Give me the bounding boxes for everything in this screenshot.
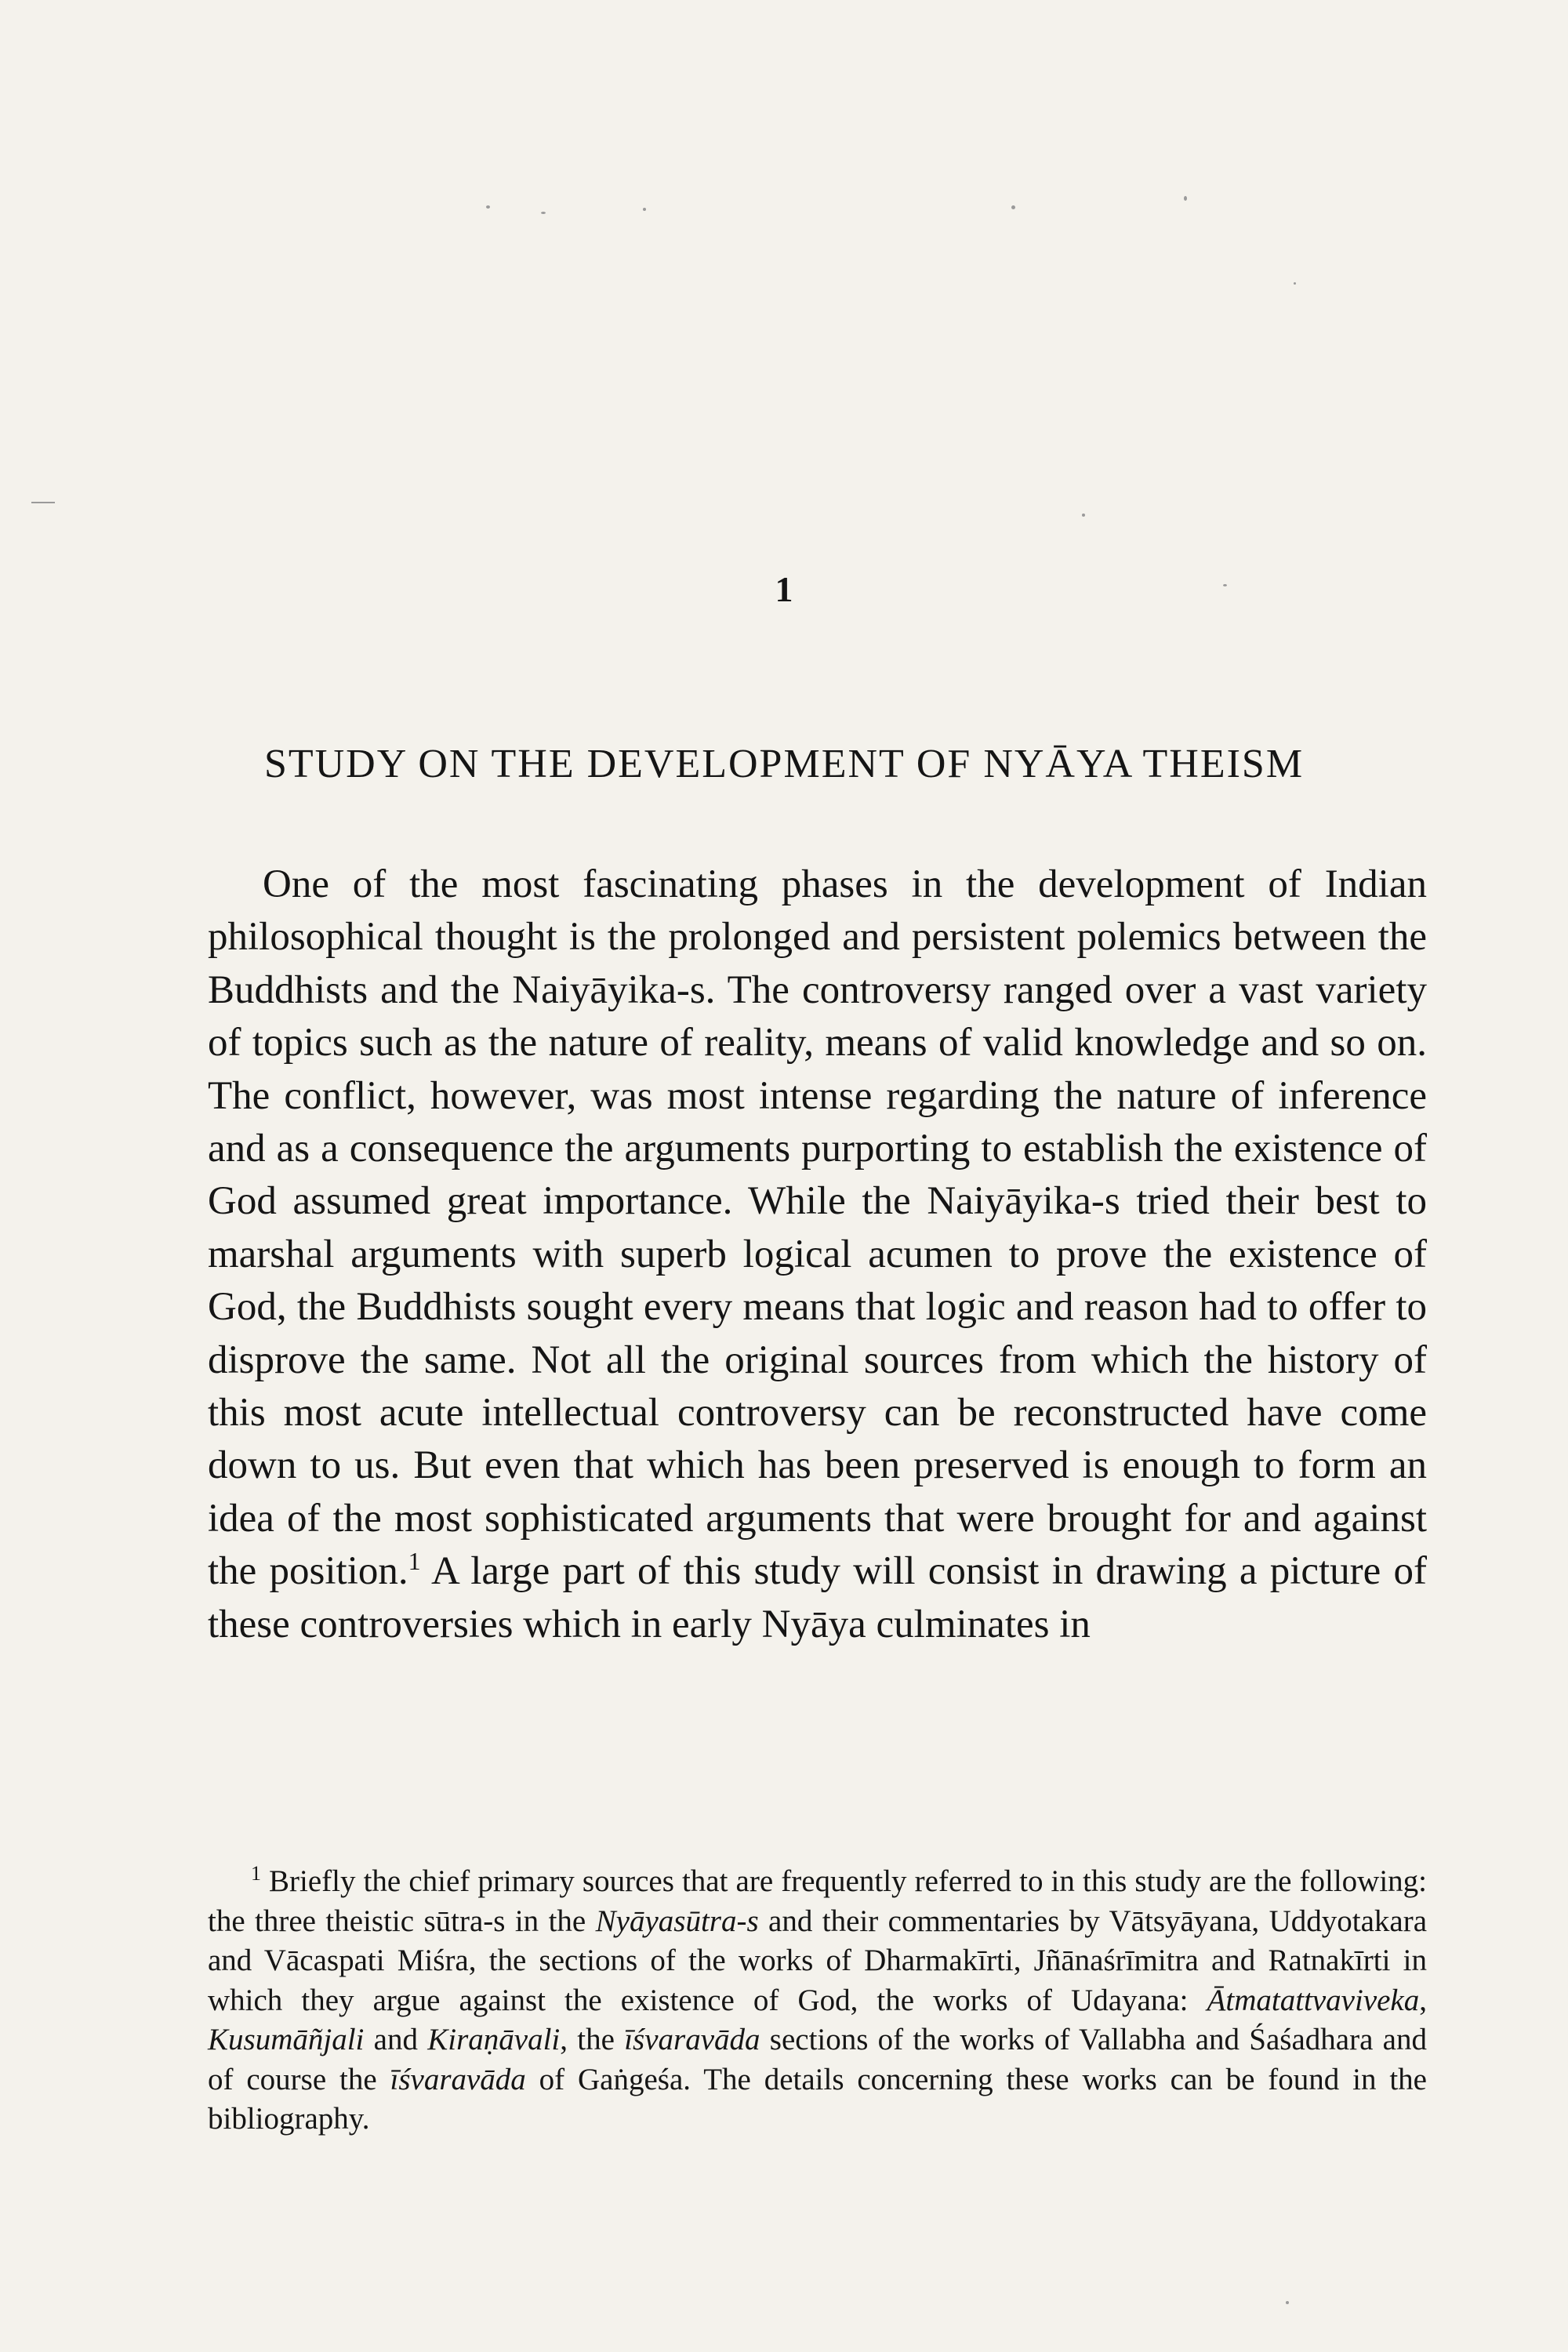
footnote-text: , [1419, 1983, 1427, 2017]
footnote-text: Briefly the chief primary sources that are frequently referred to in this study are the following: the three theistic sūtra-s in the [208, 1864, 1427, 1938]
footnote-title-kiranavali: Kiraṇāvali [427, 2023, 561, 2056]
scan-speck [1286, 2301, 1289, 2304]
body-text-part-1: One of the most fascinating phases in the development of Indian philosophical thought is the prolonged and persistent polemics between the Buddhists and the Naiyāyika-s. The controversy ranged over a vast variety of topics such as the nature of reality, means of valid knowledge and so on. The conflict, however, was most intense regarding the nature of inference and as a consequence the arguments purporting to establish the existence of God assumed great importance. While the Naiyāyika-s tried their best to marshal arguments with superb logical acumen to prove the existence of God, the Buddhists sought every means that logic and reason had to offer to disprove the same. Not all the original sources from which the history of this most acute intellectual controversy can be reconstructed have come down to us. But even that which has been preserved is enough to form an idea of the most sophisticated arguments that were brought for and against the position. [208, 862, 1427, 1594]
scan-speck [1082, 514, 1085, 517]
scan-speck [541, 212, 546, 214]
body-paragraph [208, 858, 1427, 1651]
footnote-text: sections of the works of Vallabha and Śaśadhara and of course the [208, 2023, 1427, 2096]
footnote-reference: 1 [408, 1547, 421, 1576]
footnote-text: , the [560, 2023, 625, 2056]
scan-speck [643, 208, 646, 211]
footnote-title-isvaravada: īśvaravāda [624, 2023, 760, 2056]
scan-speck [1184, 196, 1187, 201]
footnote-title-atmatattvaviveka: Ātmatattvaviveka [1207, 1983, 1420, 2017]
scan-speck [31, 502, 55, 503]
footnote-text: and their commentaries by Vātsyāyana, Uddyotakara and Vācaspati Miśra, the sections of the works of Dharmakīrti, Jñānaśrīmitra and Ratnakīrti in which they argue against the existence of God, the works of Udayana: [208, 1904, 1427, 2017]
footnote-title-isvaravada-gangesa: īśvaravāda [390, 2062, 526, 2096]
footnote-text: of Gaṅgeśa. The details concerning these works can be found in the bibliography. [208, 2062, 1427, 2136]
chapter-number: 1 [775, 569, 793, 609]
footnote-text: and [364, 2023, 428, 2056]
footnote [208, 1862, 1427, 2140]
footnote-title-nyayasutra: Nyāyasūtra-s [595, 1904, 759, 1938]
footnote-marker: 1 [251, 1862, 261, 1885]
scan-speck [1011, 205, 1015, 209]
footnote-title-kusumanjali: Kusumāñjali [208, 2023, 365, 2056]
body-text-part-2: A large part of this study will consist in drawing a picture of these controversies which in early Nyāya culminates in [208, 1549, 1427, 1646]
scan-speck [486, 205, 490, 209]
scan-speck [1294, 282, 1296, 285]
chapter-title: STUDY ON THE DEVELOPMENT OF NYĀYA THEISM [263, 742, 1305, 786]
